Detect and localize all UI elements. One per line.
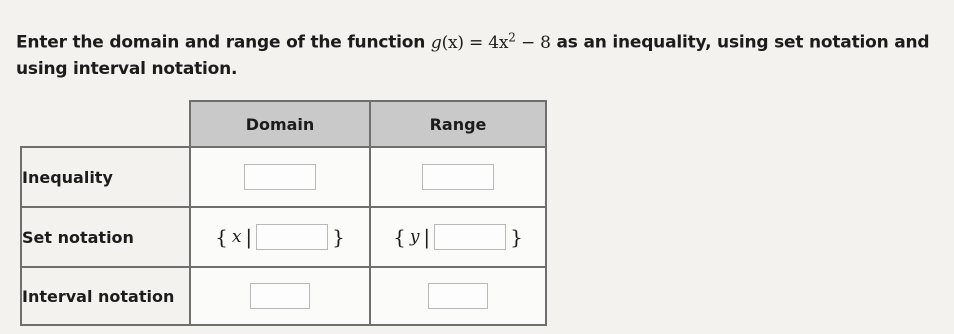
range-header: Range	[370, 101, 546, 147]
domain-interval-cell	[190, 267, 370, 325]
function-expression	[430, 30, 551, 53]
domain-set-expression	[191, 224, 369, 250]
range-inequality-input[interactable]	[422, 164, 494, 190]
interval-notation-row	[21, 267, 546, 325]
range-such-that-bar: |	[423, 225, 431, 249]
domain-variable: x	[231, 227, 242, 247]
range-open-brace: {	[393, 225, 406, 249]
function-tail: − 8	[515, 32, 551, 53]
range-set-expression	[371, 224, 545, 250]
interval-notation-label: Interval notation	[21, 267, 190, 325]
prompt-text-before: Enter the domain and range of the function	[16, 32, 431, 53]
domain-inequality-cell	[190, 147, 370, 207]
prompt-text-after: as an inequality, using set notation and using interval notation.	[16, 32, 930, 79]
domain-header: Domain	[190, 101, 370, 147]
domain-interval-input[interactable]	[250, 283, 310, 309]
range-interval-input[interactable]	[428, 283, 488, 309]
function-argument: (x)	[441, 32, 464, 53]
header-row	[21, 101, 546, 147]
domain-inequality-input[interactable]	[244, 164, 316, 190]
inequality-label: Inequality	[21, 147, 190, 207]
domain-set-input[interactable]	[256, 224, 328, 250]
range-set-input[interactable]	[434, 224, 506, 250]
range-interval-cell	[370, 267, 546, 325]
domain-set-cell	[190, 207, 370, 267]
range-close-brace: }	[510, 225, 523, 249]
range-variable: y	[409, 227, 420, 247]
set-notation-row	[21, 207, 546, 267]
inequality-row	[21, 147, 546, 207]
answer-table	[20, 100, 547, 326]
function-exponent: 2	[508, 30, 516, 44]
function-equals: = 4x	[463, 32, 509, 53]
corner-cell	[21, 101, 190, 147]
domain-close-brace: }	[332, 225, 345, 249]
set-notation-label: Set notation	[21, 207, 190, 267]
range-inequality-cell	[370, 147, 546, 207]
function-name: g	[430, 32, 442, 53]
domain-open-brace: {	[215, 225, 228, 249]
range-set-cell	[370, 207, 546, 267]
domain-such-that-bar: |	[245, 225, 253, 249]
question-prompt	[16, 24, 946, 82]
